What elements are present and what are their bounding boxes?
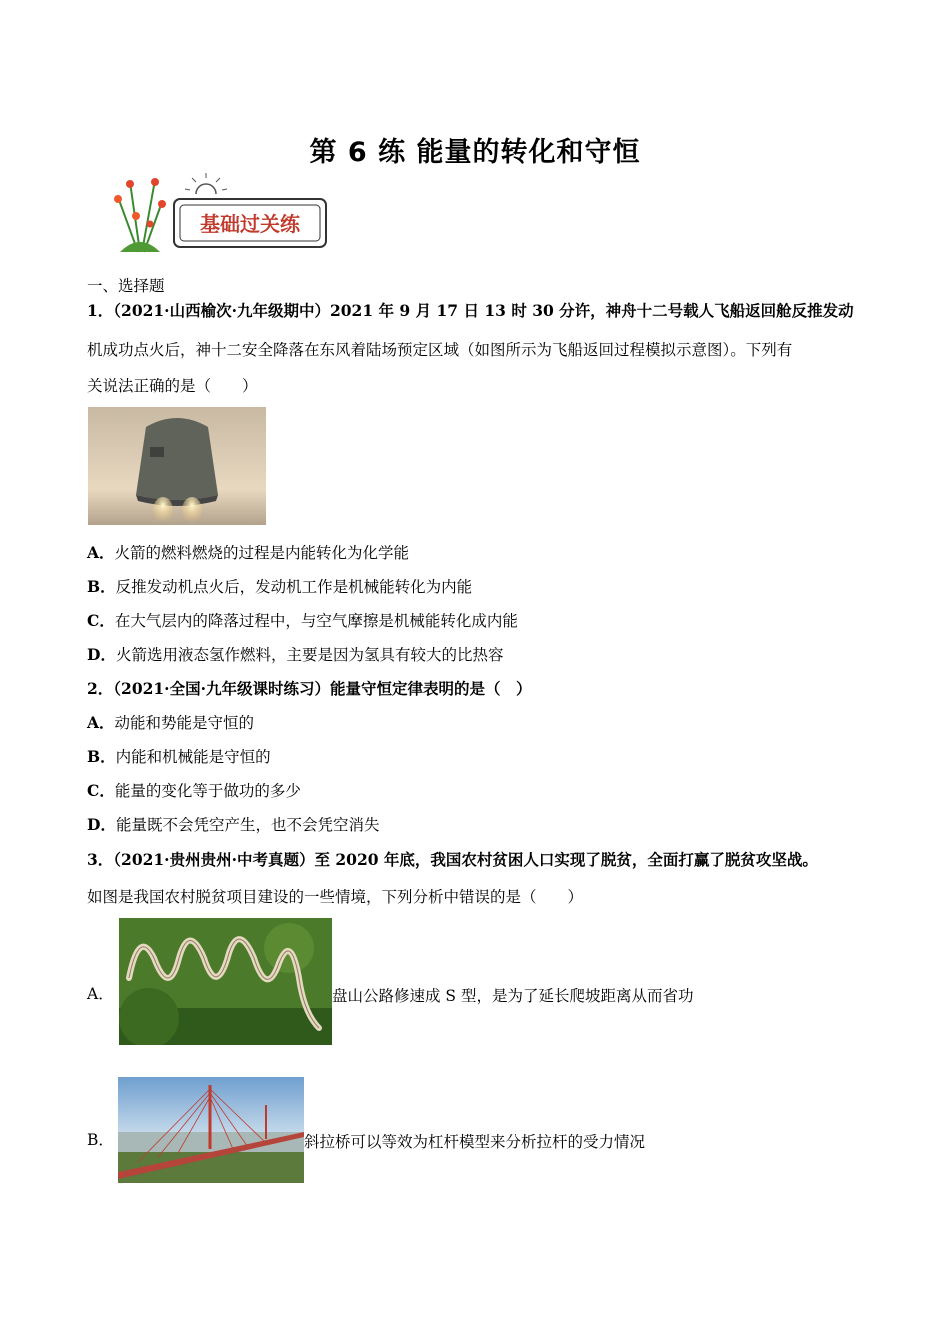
section-banner bbox=[100, 172, 332, 256]
q3-option-b-text: 斜拉桥可以等效为杠杆模型来分析拉杆的受力情况 bbox=[304, 1133, 646, 1151]
q1-line1: 1．（2021·山西榆次·九年级期中）2021 年 9 月 17 日 13 时 30 分许，神舟十二号载人飞船返回舱反推发动 bbox=[87, 301, 854, 320]
capsule-image bbox=[88, 407, 266, 525]
q1-number: 1． bbox=[87, 301, 114, 320]
q1-option-b: B．反推发动机点火后，发动机工作是机械能转化为内能 bbox=[87, 577, 473, 596]
q1-option-d: D．火箭选用液态氢作燃料，主要是因为氢具有较大的比热容 bbox=[87, 645, 504, 664]
sun-icon bbox=[185, 173, 227, 194]
q3-option-a-key: A． bbox=[87, 985, 114, 1003]
q1-option-a: A．火箭的燃料燃烧的过程是内能转化为化学能 bbox=[87, 543, 410, 562]
q2-line1: 2．（2021·全国·九年级课时练习）能量守恒定律表明的是（ ） bbox=[87, 679, 532, 698]
banner-label: 基础过关练 bbox=[200, 212, 300, 236]
q2-option-b: B．内能和机械能是守恒的 bbox=[87, 747, 271, 766]
mountain-road-image bbox=[119, 918, 332, 1045]
q3-option-b-key: B． bbox=[87, 1131, 114, 1149]
q2-option-c: C．能量的变化等于做功的多少 bbox=[87, 781, 301, 800]
q3-line1: 3．（2021·贵州贵州·中考真题）至 2020 年底，我国农村贫困人口实现了脱贫，全面打赢了脱贫攻坚战。 bbox=[87, 850, 818, 869]
q1-line2: 机成功点火后，神十二安全降落在东风着陆场预定区域（如图所示为飞船返回过程模拟示意图）。下列有 bbox=[87, 341, 793, 359]
page-title: 第 6 练 能量的转化和守恒 bbox=[309, 137, 641, 168]
q2-option-d: D．能量既不会凭空产生，也不会凭空消失 bbox=[87, 815, 380, 834]
q1-line3: 关说法正确的是（ ） bbox=[87, 377, 258, 395]
bridge-image bbox=[118, 1077, 304, 1183]
section-heading: 一、选择题 bbox=[87, 277, 165, 295]
q2-option-a: A．动能和势能是守恒的 bbox=[87, 713, 255, 732]
flower-illustration bbox=[114, 178, 166, 252]
q3-number: 3． bbox=[87, 850, 114, 869]
q3-option-a-text: 盘山公路修速成 S 型，是为了延长爬坡距离从而省功 bbox=[332, 987, 694, 1005]
q2-number: 2． bbox=[87, 679, 114, 698]
q3-line2: 如图是我国农村脱贫项目建设的一些情境，下列分析中错误的是（ ） bbox=[87, 888, 584, 906]
q1-option-c: C．在大气层内的降落过程中，与空气摩擦是机械能转化成内能 bbox=[87, 611, 518, 630]
